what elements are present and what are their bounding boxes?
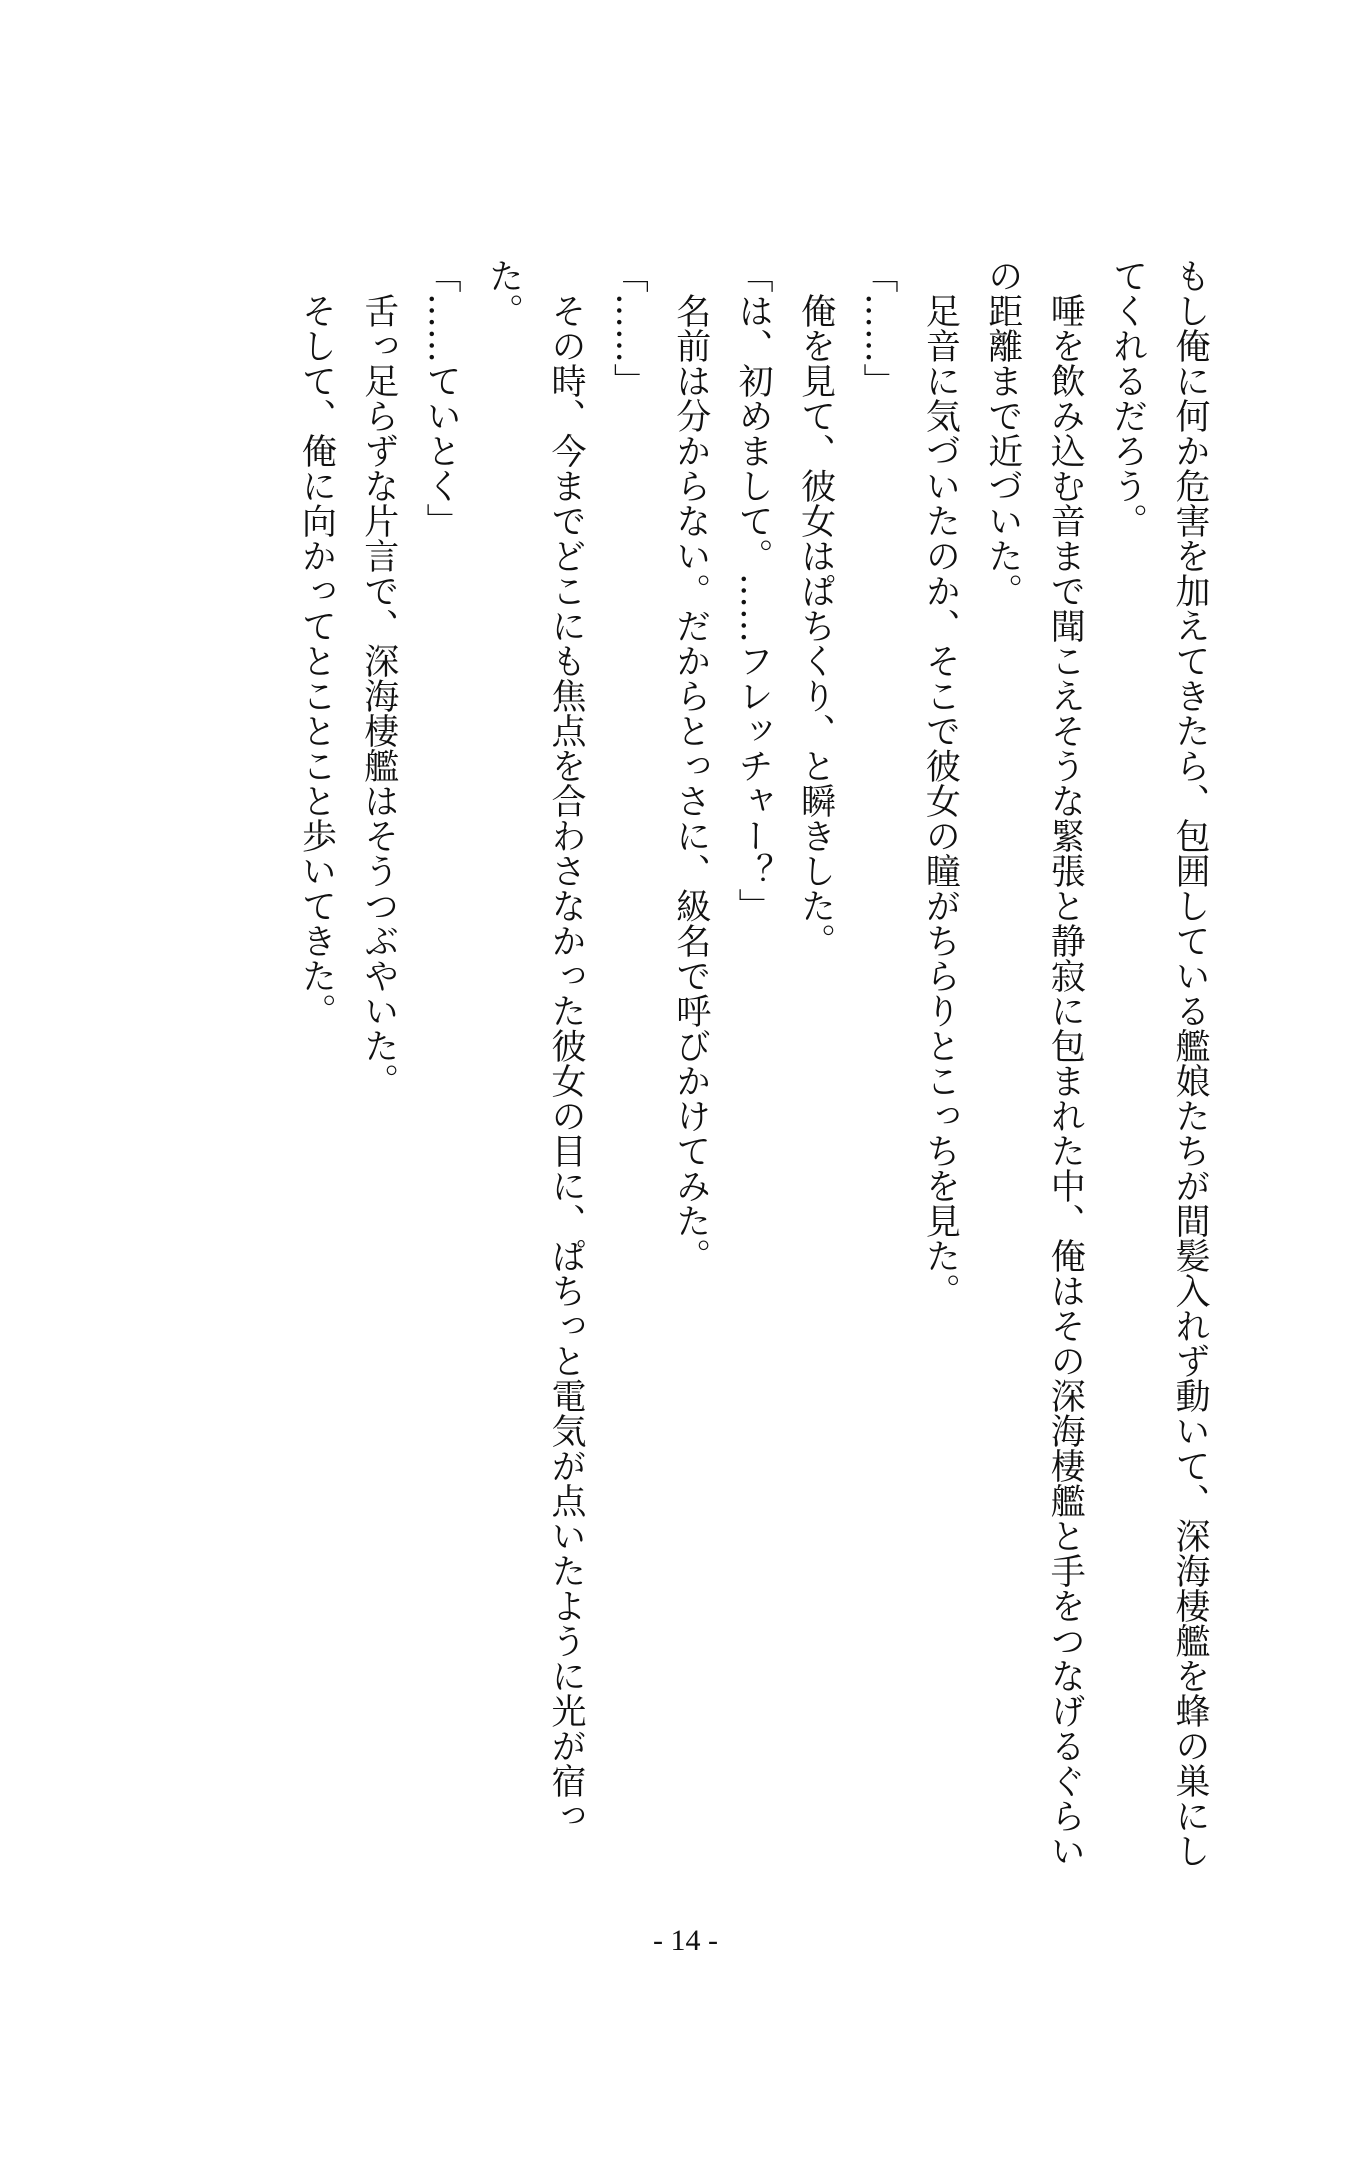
dialogue-line: 「……」 [857, 258, 898, 398]
dialogue-line: 「は、初めまして。……フレッチャー？」 [733, 258, 774, 923]
paragraph: 唾を飲み込む音まで聞こえそうな緊張と静寂に包まれた中、俺はその深海棲艦と手をつなげるぐらいの距離まで近づいた。 [982, 258, 1086, 1868]
dialogue-line: 「……ていとく」 [421, 258, 462, 538]
paragraph: そして、俺に向かってとことこと歩いてきた。 [296, 258, 337, 1028]
dialogue-line: 「……」 [608, 258, 649, 398]
paragraph: もし俺に何か危害を加えてきたら、包囲している艦娘たちが間髪入れず動いて、深海棲艦を蜂の巣にしてくれるだろう。 [1107, 258, 1210, 1868]
page-number: - 14 - [653, 1924, 718, 1957]
body-text [221, 258, 1221, 1898]
paragraph: 舌っ足らずな片言で、深海棲艦はそうつぶやいた。 [358, 258, 399, 1098]
paragraph: 俺を見て、彼女はぱちくり、と瞬きした。 [795, 258, 836, 958]
paragraph: 名前は分からない。だからとっさに、級名で呼びかけてみた。 [670, 258, 711, 1273]
paragraph: 足音に気づいたのか、そこで彼女の瞳がちらりとこっちを見た。 [920, 258, 961, 1308]
paragraph: その時、今までどこにも焦点を合わさなかった彼女の目に、ぱちっと電気が点いたように光が宿った。 [483, 258, 586, 1833]
